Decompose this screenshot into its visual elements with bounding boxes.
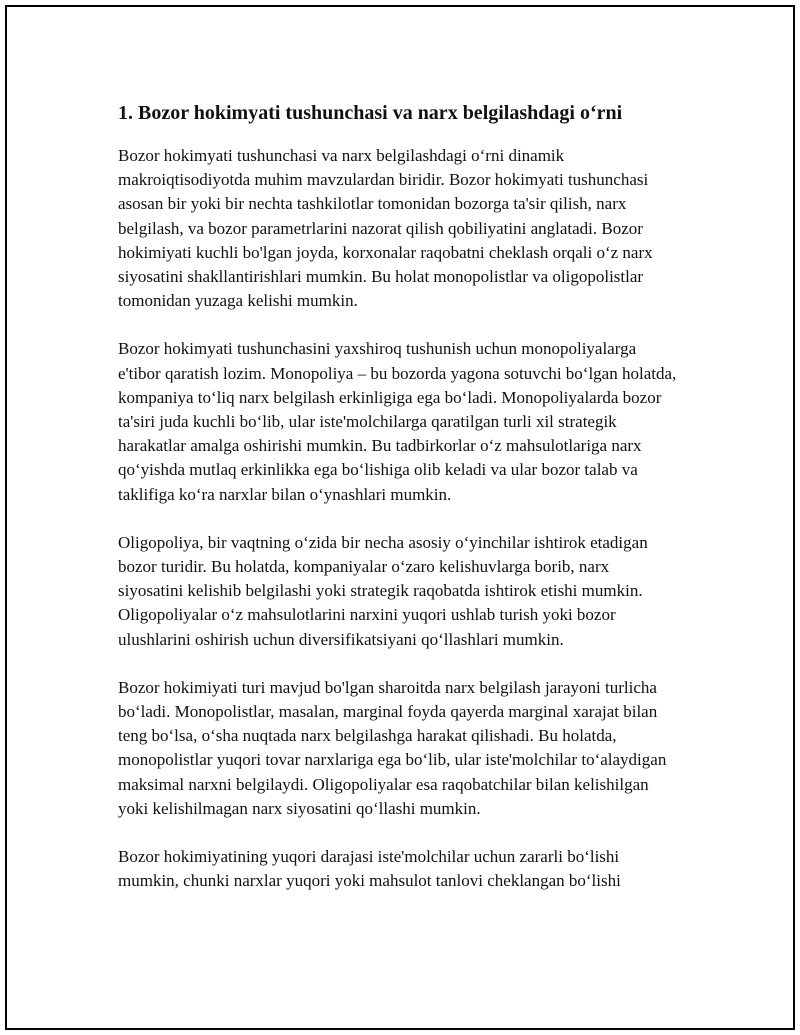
paragraph-1: Bozor hokimyati tushunchasi va narx belgilashdagi o‘rni dinamik makroiqtisodiyotda muhim mavzulardan biridir. Bozor hokimyati tushunchasi asosan bir yoki bir nechta tashkilotlar tomonidan bozorga ta'sir qilish, narx belgilash, va bozor parametrlarini nazorat qilish qobiliyatini anglatadi. Bozor hokimiyati kuchli bo'lgan joyda, korxonalar raqobatni cheklash orqali o‘z narx siyosatini shakllantirishlari mumkin. Bu holat monopolistlar va oligopolistlar tomonidan yuzaga kelishi mumkin. — [118, 146, 653, 311]
paragraph-4: Bozor hokimiyati turi mavjud bo'lgan sharoitda narx belgilash jarayoni turlicha bo‘ladi. Monopolistlar, masalan, marginal foyda qayerda marginal xarajat bilan teng bo‘lsa, o‘sha nuqtada narx belgilashga harakat qilishadi. Bu holatda, monopolistlar yuqori tovar narxlariga ega bo‘lib, ular iste'molchilar to‘alaydigan maksimal narxni belgilaydi. Oligopoliyalar esa raqobatchilar bilan kelishilgan yoki kelishilmagan narx siyosatini qo‘llashi mumkin. — [118, 677, 667, 818]
document-body — [118, 100, 678, 917]
paragraph-3: Oligopoliya, bir vaqtning o‘zida bir necha asosiy o‘yinchilar ishtirok etadigan bozor turidir. Bu holatda, kompaniyalar o‘zaro kelishuvlarga borib, narx siyosatini kelishib belgilashi yoki strategik raqobatda ishtirok etishi mumkin. Oligopoliyalar o‘z mahsulotlarini narxini yuqori ushlab turish yoki bozor ulushlarini oshirish uchun diversifikatsiyani qo‘llashlari mumkin. — [118, 532, 648, 649]
page-frame — [5, 5, 795, 1030]
paragraph-5: Bozor hokimiyatining yuqori darajasi iste'molchilar uchun zararli bo‘lishi mumkin, chunki narxlar yuqori yoki mahsulot tanlovi cheklangan bo‘lishi — [118, 847, 621, 891]
section-heading: 1. Bozor hokimyati tushunchasi va narx belgilashdagi o‘rni — [118, 102, 623, 124]
paragraph-2: Bozor hokimyati tushunchasini yaxshiroq tushunish uchun monopoliyalarga e'tibor qaratish lozim. Monopoliya – bu bozorda yagona sotuvchi bo‘lgan holatda, kompaniya to‘liq narx belgilash erkinligiga ega bo‘ladi. Monopoliyalarda bozor ta'siri juda kuchli bo‘lib, ular iste'molchilarga qaratilgan turli xil strategik harakatlar amalga oshirishi mumkin. Bu tadbirkorlar o‘z mahsulotlariga narx qo‘yishda mutlaq erkinlikka ega bo‘lishiga olib keladi va ular bozor talab va taklifiga ko‘ra narxlar bilan o‘ynashlari mumkin. — [118, 339, 677, 504]
